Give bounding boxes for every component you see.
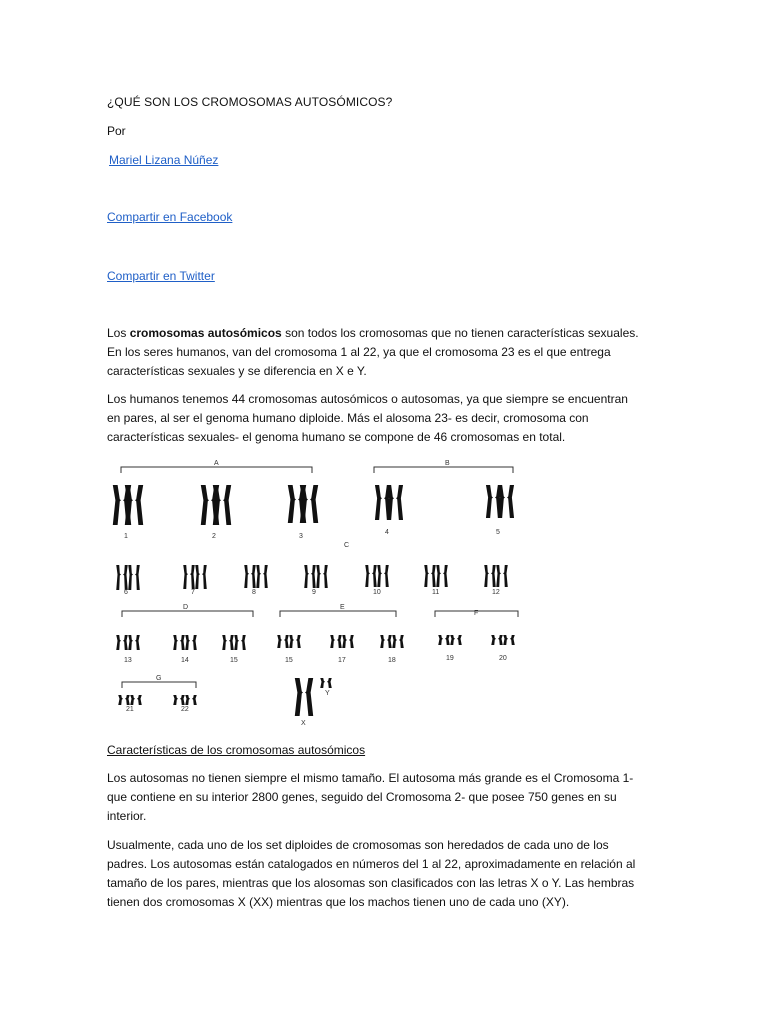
chromosome-18 (392, 635, 404, 648)
chromatid (316, 565, 321, 588)
chromosome-11 (436, 565, 448, 587)
chromatid (305, 678, 313, 716)
chromatid (304, 565, 309, 588)
chromatid (195, 565, 200, 589)
chromatid (222, 635, 227, 650)
chromosome-6 (116, 565, 128, 590)
chromatid (507, 485, 514, 518)
chromosome-number-label: 13 (124, 657, 132, 664)
chromatid (201, 485, 209, 525)
chromatid (241, 635, 246, 650)
chromatid (118, 695, 123, 705)
chromatid (438, 635, 443, 645)
chromatid (135, 565, 140, 590)
chromatid (365, 565, 370, 587)
chromatid (256, 565, 261, 588)
chromosome-10 (365, 565, 377, 587)
chromatid (137, 695, 142, 705)
paragraph-line: en pares, al ser el genoma humano diploide. Más el alosoma 23- es decir, cromosoma con (107, 411, 589, 425)
chromatid (450, 635, 455, 645)
chromatid (380, 635, 385, 648)
chromosome-19 (438, 635, 450, 645)
chromatid (503, 635, 508, 645)
group-label-e: E (340, 604, 345, 611)
chromosome-number-label: 15 (285, 657, 293, 664)
paragraph-line: Los autosomas no tienen siempre el mismo tamaño. El autosoma más grande es el Cromosoma 1- (107, 771, 634, 785)
chromatid (372, 565, 377, 587)
chromatid (234, 635, 239, 650)
chromatid (436, 565, 441, 587)
chromosome-7 (183, 565, 195, 589)
chromatid (288, 485, 296, 523)
chromatid (113, 485, 121, 525)
chromatid (183, 565, 188, 589)
bracket-group-e (280, 611, 396, 617)
chromatid (128, 565, 133, 590)
chromatid (445, 635, 450, 645)
group-label-b: B (445, 460, 450, 467)
chromatid (491, 635, 496, 645)
chromatid (251, 565, 256, 588)
chromosome-number-label: 2 (212, 533, 216, 540)
x-chromosome-label: X (301, 720, 306, 727)
chromosome-12 (484, 565, 496, 587)
chromatid (128, 635, 133, 650)
chromatid (116, 635, 121, 650)
chromatid (296, 635, 301, 648)
chromosome-1 (125, 485, 143, 525)
text-run: Los (107, 326, 130, 340)
chromosome-5 (498, 485, 514, 518)
chromosome-number-label: 20 (499, 655, 507, 662)
chromatid (135, 635, 140, 650)
paragraph-line: interior. (107, 809, 147, 823)
chromatid (192, 695, 197, 705)
chromatid (311, 565, 316, 588)
chromatid (491, 565, 496, 587)
fourth-paragraph (107, 836, 667, 912)
paragraph-line: Los humanos tenemos 44 cromosomas autosómicos o autosomas, ya que siempre se encuentran (107, 392, 628, 406)
y-chromosome (320, 678, 332, 688)
paragraph-line: tienen dos cromosomas X (XX) mientras que los machos tienen uno de cada uno (XY). (107, 895, 570, 909)
group-label-c: C (344, 542, 350, 549)
share-facebook-link[interactable]: Compartir en Facebook (107, 210, 233, 224)
chromosome-10 (377, 565, 389, 587)
chromosome-14 (185, 635, 197, 650)
chromatid (431, 565, 436, 587)
group-label-g: G (156, 675, 162, 682)
chromosome-8 (256, 565, 268, 588)
x-chromosome (295, 678, 313, 716)
chromosome-number-label: 19 (446, 655, 454, 662)
paragraph-line: tamaño de los pares, mientras que los alosomas son clasificados con las letras X o Y. Las hembras (107, 876, 635, 890)
chromatid (123, 565, 128, 590)
chromatid (342, 635, 347, 648)
chromosome-number-label: 9 (312, 589, 316, 596)
chromatid (310, 485, 318, 523)
group-label-a: A (214, 460, 219, 467)
chromosome-8 (244, 565, 256, 588)
group-label-f: F (474, 610, 479, 617)
chromosome-22 (185, 695, 197, 705)
chromatid (202, 565, 207, 589)
chromosome-number-label: 12 (492, 589, 500, 596)
chromatid (180, 635, 185, 650)
chromatid (349, 635, 354, 648)
chromosome-number-label: 17 (338, 657, 346, 664)
chromosome-17 (342, 635, 354, 648)
chromosome-20 (503, 635, 515, 645)
chromatid (185, 695, 190, 705)
chromatid (185, 635, 190, 650)
chromatid (424, 565, 429, 587)
chromatid (223, 485, 231, 525)
chromatid (392, 635, 397, 648)
chromosome-number-label: 14 (181, 657, 189, 664)
chromatid (443, 565, 448, 587)
chromatid (484, 565, 489, 587)
chromatid (244, 565, 249, 588)
chromosome-2 (213, 485, 231, 525)
chromosome-12 (496, 565, 508, 587)
chromosome-20 (491, 635, 503, 645)
third-paragraph (107, 769, 667, 826)
paragraph-line: En los seres humanos, van del cromosoma 1 al 22, ya que el cromosoma 23 es el que entrega (107, 345, 611, 359)
chromatid (375, 485, 382, 520)
chromosome-14 (173, 635, 185, 650)
chromatid (125, 695, 130, 705)
bold-term: cromosomas autosómicos (129, 326, 282, 340)
chromatid (498, 635, 503, 645)
paragraph-line (107, 324, 667, 343)
chromosome-number-label: 15 (230, 657, 238, 664)
chromosome-number-label: 10 (373, 589, 381, 596)
chromosome-6 (128, 565, 140, 590)
paragraph-line: características sexuales y se diferencia en X e Y. (107, 364, 367, 378)
chromosome-16 (277, 635, 289, 648)
chromosome-21 (118, 695, 130, 705)
chromatid (387, 635, 392, 648)
chromosome-21 (130, 695, 142, 705)
chromosome-11 (424, 565, 436, 587)
chromatid (510, 635, 515, 645)
chromosome-7 (195, 565, 207, 589)
chromatid (284, 635, 289, 648)
byline-label: Por (107, 124, 126, 138)
chromatid (503, 565, 508, 587)
chromosome-number-label: 8 (252, 589, 256, 596)
chromatid (384, 565, 389, 587)
chromatid (330, 635, 335, 648)
chromosome-9 (316, 565, 328, 588)
intro-paragraph (107, 324, 667, 381)
chromatid (337, 635, 342, 648)
chromosome-15 (234, 635, 246, 650)
chromosome-18 (380, 635, 392, 648)
paragraph-line: Usualmente, cada uno de los set diploides de cromosomas son heredados de cada uno de los (107, 838, 609, 852)
paragraph-line: características sexuales- el genoma humano se compone de 46 cromosomas en total. (107, 430, 566, 444)
chromosome-number-label: 5 (496, 529, 500, 536)
chromatid (320, 678, 325, 688)
karyotype-figure (108, 455, 533, 730)
chromatid (123, 635, 128, 650)
chromosome-13 (116, 635, 128, 650)
chromatid (180, 695, 185, 705)
chromosome-number-label: 11 (432, 589, 440, 596)
section-heading: Características de los cromosomas autosómicos (107, 743, 366, 757)
chromatid (377, 565, 382, 587)
chromosome-number-label: 1 (124, 533, 128, 540)
chromosome-9 (304, 565, 316, 588)
chromatid (192, 635, 197, 650)
chromatid (486, 485, 493, 518)
share-twitter-link[interactable]: Compartir en Twitter (107, 269, 215, 283)
chromatid (277, 635, 282, 648)
chromatid (263, 565, 268, 588)
chromosome-number-label: 18 (388, 657, 396, 664)
chromosome-number-label: 6 (124, 589, 128, 596)
bracket-group-g (122, 682, 196, 688)
chromosome-19 (450, 635, 462, 645)
chromosome-number-label: 3 (299, 533, 303, 540)
y-chromosome-label: Y (325, 690, 330, 697)
paragraph-line: padres. Los autosomas están catalogados en números del 1 al 22, aproximadamente en relación al (107, 857, 636, 871)
chromatid (190, 565, 195, 589)
chromosome-3 (300, 485, 318, 523)
chromatid (323, 565, 328, 588)
chromosome-15 (222, 635, 234, 650)
chromosome-number-label: 22 (181, 706, 189, 713)
chromatid (130, 695, 135, 705)
chromatid (295, 678, 303, 716)
chromatid (327, 678, 332, 688)
author-link[interactable]: Mariel Lizana Núñez (109, 153, 219, 167)
chromosome-number-label: 7 (191, 589, 195, 596)
article-title: ¿QUÉ SON LOS CROMOSOMAS AUTOSÓMICOS? (107, 95, 393, 109)
paragraph-line: que contiene en su interior 2800 genes, seguido del Cromosoma 2- que posee 750 genes en su (107, 790, 617, 804)
chromosome-4 (387, 485, 403, 520)
chromatid (496, 565, 501, 587)
chromatid (289, 635, 294, 648)
chromatid (173, 695, 178, 705)
chromosome-16 (289, 635, 301, 648)
bracket-group-b (374, 467, 513, 473)
chromatid (399, 635, 404, 648)
chromosome-layer (113, 485, 515, 716)
chromosome-number-label: 4 (385, 529, 389, 536)
chromosome-13 (128, 635, 140, 650)
bracket-group-a (121, 467, 312, 473)
text-run: son todos los cromosomas que no tienen características sexuales. (281, 326, 639, 340)
group-label-d: D (183, 604, 189, 611)
chromatid (457, 635, 462, 645)
chromosome-22 (173, 695, 185, 705)
second-paragraph (107, 390, 667, 447)
chromosome-number-label: 21 (126, 706, 134, 713)
chromosome-17 (330, 635, 342, 648)
chromatid (135, 485, 143, 525)
chromatid (173, 635, 178, 650)
chromatid (229, 635, 234, 650)
chromatid (396, 485, 403, 520)
bracket-group-d (122, 611, 253, 617)
chromatid (116, 565, 121, 590)
